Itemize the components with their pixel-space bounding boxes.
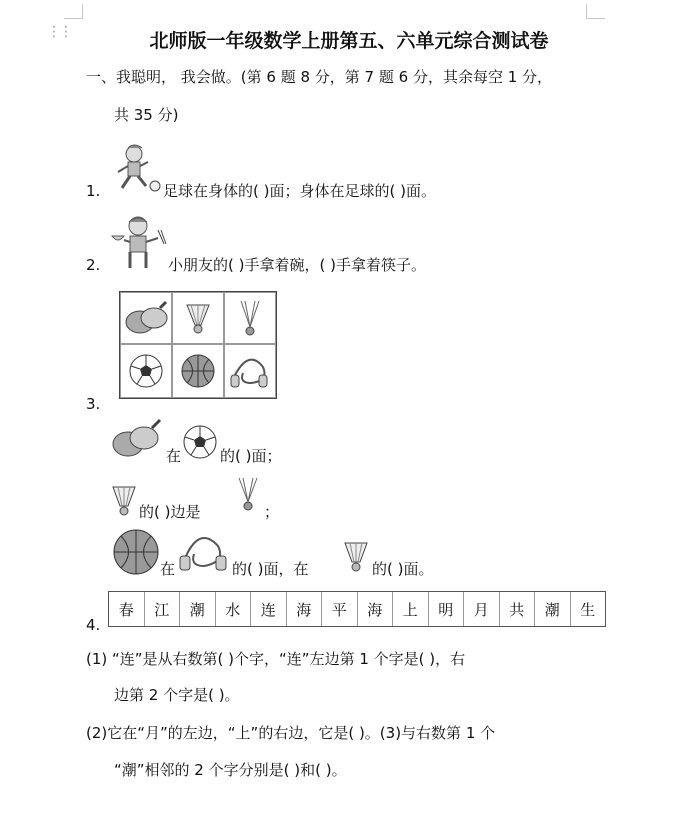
question-3c-part2: 的( )面，在 [232, 560, 309, 578]
soccer-ball-icon [182, 424, 218, 460]
question-3a-prefix: 在 [166, 447, 182, 465]
page-title: 北师版一年级数学上册第五、六单元综合测试卷 [149, 30, 549, 52]
question-3b-suffix: ； [264, 503, 280, 521]
question-3a-suffix: 的( )面； [220, 447, 282, 465]
drag-handle-icon[interactable]: ⋮⋮ [47, 24, 71, 40]
grid-cell [172, 344, 224, 398]
basketball-icon [112, 528, 160, 576]
ping-pong-paddles-icon [110, 416, 164, 462]
shuttlecock-flat-icon [235, 299, 265, 337]
soccer-ball-icon [128, 353, 164, 389]
child-holding-bowl-icon [108, 214, 168, 270]
question-2-text: 小朋友的( )手拿着碗，( )手拿着筷子。 [168, 256, 426, 274]
character-strip [108, 591, 606, 627]
question-number-1: 1. [86, 182, 101, 200]
basketball-icon [180, 353, 216, 389]
char-cell: 潮 [535, 592, 571, 626]
char-cell: 水 [216, 592, 252, 626]
grid-cell [120, 344, 172, 398]
char-cell: 江 [145, 592, 181, 626]
char-cell: 海 [358, 592, 394, 626]
shuttlecock-flat-icon [234, 476, 262, 512]
grid-cell [224, 344, 276, 398]
section-instruction-line2: 共 35 分) [114, 106, 179, 124]
char-cell: 明 [429, 592, 465, 626]
question-3b-prefix: 的( )边是 [139, 503, 201, 521]
question-number-2: 2. [86, 256, 101, 274]
question-4-sub1-line2: 边第 2 个字是( )。 [114, 686, 240, 704]
char-cell: 潮 [180, 592, 216, 626]
char-cell: 平 [322, 592, 358, 626]
question-3c-part1: 在 [160, 560, 176, 578]
jump-rope-icon [229, 353, 271, 389]
shuttlecock-icon [110, 484, 138, 520]
char-cell: 连 [251, 592, 287, 626]
char-cell: 上 [393, 592, 429, 626]
jump-rope-icon [178, 530, 230, 574]
section-instruction-line1: 一、我聪明， 我会做。(第 6 题 8 分，第 7 题 6 分，其余每空 1 分， [86, 68, 553, 86]
char-cell: 春 [109, 592, 145, 626]
question-1-text: 足球在身体的( )面；身体在足球的( )面。 [163, 182, 436, 200]
shuttlecock-icon [342, 540, 370, 574]
char-cell: 生 [580, 600, 596, 619]
ping-pong-paddles-icon [122, 298, 170, 338]
char-cell: 共 [500, 592, 536, 626]
question-number-4: 4. [86, 616, 101, 634]
question-4-sub2-line1: (2)它在“月”的左边，“上”的右边，它是( )。(3)与右数第 1 个 [86, 724, 496, 742]
boy-kicking-ball-icon [110, 142, 162, 194]
question-4-sub2-line2: “潮”相邻的 2 个字分别是( )和( )。 [114, 761, 347, 779]
grid-cell [224, 292, 276, 344]
grid-cell [172, 292, 224, 344]
shuttlecock-icon [181, 301, 215, 335]
question-number-3: 3. [86, 395, 101, 413]
question-4-sub1-line1: (1) “连”是从右数第( )个字，“连”左边第 1 个字是( )，右 [86, 650, 466, 668]
question-3c-part3: 的( )面。 [372, 560, 434, 578]
sports-items-grid [119, 291, 277, 399]
char-cell: 海 [287, 592, 323, 626]
page-corner-right [586, 4, 605, 19]
char-cell: 月 [464, 592, 500, 626]
page-corner-left [64, 4, 83, 19]
grid-cell [120, 292, 172, 344]
